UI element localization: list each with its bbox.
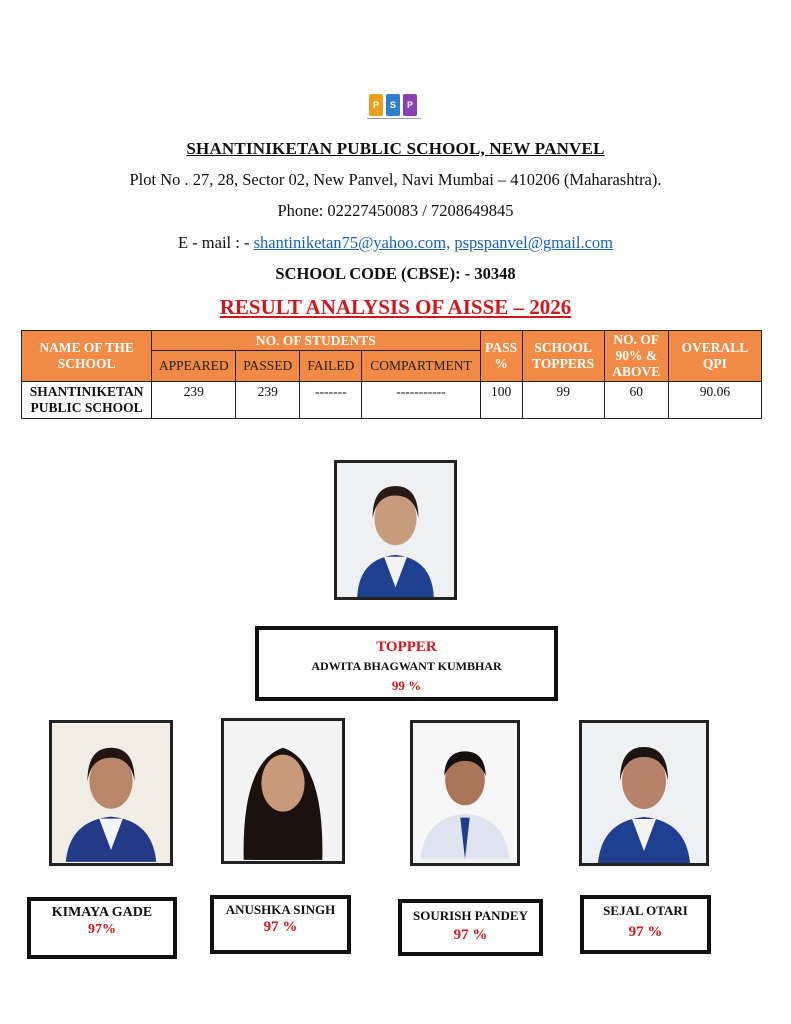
logo-letter: P [369, 94, 383, 116]
cell-ninety: 60 [604, 382, 668, 419]
student-percent: 97% [88, 922, 116, 937]
header-failed: FAILED [300, 351, 362, 382]
student-name: ANUSHKA SINGH [225, 902, 336, 917]
header-appeared: APPEARED [152, 351, 236, 382]
student-percent: 97 % [628, 924, 663, 940]
cell-pass: 100 [480, 382, 522, 419]
cell-appeared: 239 [152, 382, 236, 419]
header-overall-qpi: OVERALL QPI [668, 331, 761, 382]
result-title-text: RESULT ANALYSIS OF AISSE – [219, 295, 524, 319]
student-name: SEJAL OTARI [603, 903, 688, 918]
school-phone: Phone: 02227450083 / 7208649845 [277, 201, 514, 220]
header-no-of-students: NO. OF STUDENTS [152, 331, 480, 351]
student-percent: 97 % [263, 919, 298, 935]
topper-label: TOPPER [376, 639, 437, 655]
student-card [210, 895, 351, 954]
cell-qpi: 90.06 [668, 382, 761, 419]
student-card [398, 899, 543, 956]
cell-passed: 239 [236, 382, 300, 419]
header-pass-percent: PASS % [480, 331, 522, 382]
header-passed: PASSED [236, 351, 300, 382]
student-photo [410, 720, 520, 866]
header-school-name: NAME OF THE SCHOOL [22, 331, 152, 382]
topper-photo [334, 460, 457, 600]
result-table [21, 330, 762, 419]
cell-compartment: ----------- [362, 382, 480, 419]
school-address: Plot No . 27, 28, Sector 02, New Panvel, Navi Mumbai – 410206 (Maharashtra). [129, 170, 662, 189]
topper-card [255, 626, 558, 701]
cell-toppers: 99 [522, 382, 604, 419]
topper-name: ADWITA BHAGWANT KUMBHAR [311, 659, 502, 673]
student-name: SOURISH PANDEY [413, 908, 528, 923]
table-row [22, 382, 762, 419]
school-email [0, 233, 791, 253]
header-ninety-above: NO. OF 90% & ABOVE [604, 331, 668, 382]
school-code: SCHOOL CODE (CBSE): - 30348 [275, 264, 516, 283]
student-card [27, 897, 177, 959]
student-percent: 97 % [453, 927, 488, 943]
student-card [580, 895, 711, 954]
email-prefix: E - mail : - [177, 233, 254, 252]
result-year: 2026 [529, 295, 572, 319]
logo-letter: P [403, 94, 417, 116]
header-school-toppers: SCHOOL TOPPERS [522, 331, 604, 382]
student-name: KIMAYA GADE [51, 905, 153, 920]
email-link-yahoo[interactable]: shantiniketan75@yahoo.com, [253, 233, 451, 252]
student-photo [579, 720, 709, 866]
school-logo [367, 92, 421, 126]
result-title [0, 295, 791, 320]
student-photo [221, 718, 345, 864]
topper-percent: 99 % [391, 678, 422, 693]
cell-school: SHANTINIKETAN PUBLIC SCHOOL [22, 382, 152, 419]
cell-failed: ------- [300, 382, 362, 419]
student-photo [49, 720, 173, 866]
school-name: SHANTINIKETAN PUBLIC SCHOOL, NEW PANVEL [186, 139, 605, 158]
header-compartment: COMPARTMENT [362, 351, 480, 382]
logo-letter: S [386, 94, 400, 116]
email-link-gmail[interactable]: pspspanvel@gmail.com [454, 233, 614, 252]
